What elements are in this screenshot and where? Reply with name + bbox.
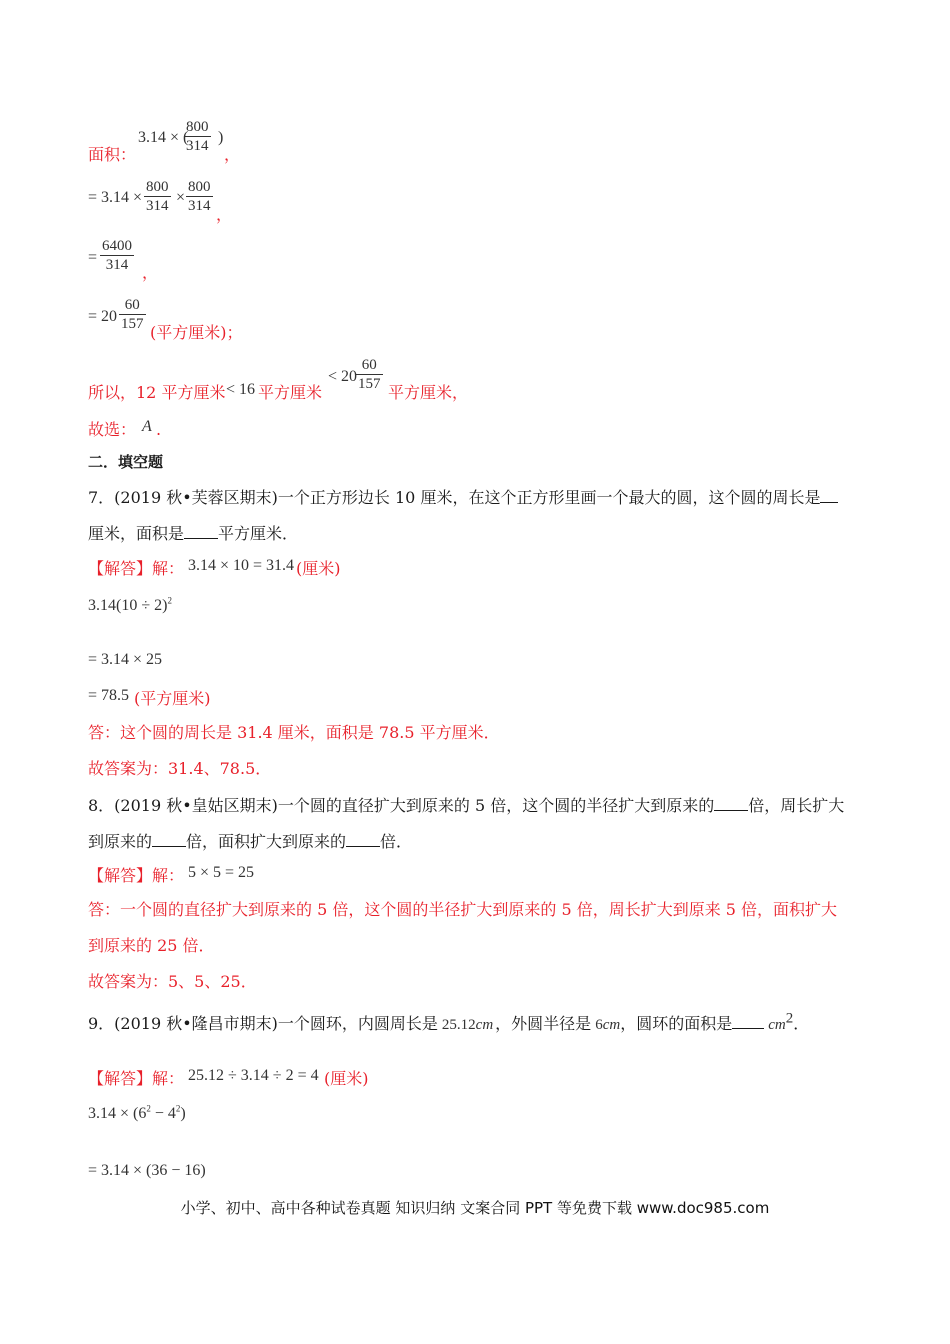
q9-text: 9．(2019 秋•隆昌市期末)一个圆环，内圆周长是 [88, 1014, 438, 1033]
q7-question-line2 [88, 522, 298, 544]
q7-eq4-unit: (平方厘米) [134, 689, 211, 708]
comma: ， [224, 145, 241, 164]
q8-solution-label: 【解答】解： [88, 866, 185, 885]
q8-text: 倍，面积扩大到原来的 [186, 832, 347, 851]
q8-question-line2 [88, 830, 412, 852]
exponent: 2 [146, 1103, 151, 1114]
q9-eq2-b: − 4 [150, 1105, 176, 1122]
comma: ， [142, 263, 159, 282]
q9-eq2-c: ) [180, 1105, 186, 1122]
q9-text: ，外圆半径是 [495, 1014, 592, 1033]
q8-answer-line2: 到原来的 25 倍． [88, 936, 215, 955]
q8-text: 倍，周长扩大 [748, 796, 845, 815]
q9-value-1: 25.12 [441, 1017, 476, 1033]
comma: ， [216, 205, 233, 224]
choice-label: 故选： [88, 420, 137, 439]
q7-eq4: = 78.5 [88, 687, 130, 704]
area-fraction-1 [184, 118, 211, 155]
fraction-denominator: 314 [146, 198, 169, 214]
area-expr-suffix: ) [218, 129, 224, 146]
fraction-numerator: 60 [119, 296, 146, 315]
fraction-denominator: 314 [188, 198, 211, 214]
fraction-denominator: 314 [186, 138, 209, 154]
area-fraction-3 [100, 237, 134, 274]
q8-final: 故答案为：5、5、25． [88, 972, 257, 991]
q8-text: 倍． [380, 832, 413, 851]
q7-answer: 答：这个圆的周长是 31.4 厘米，面积是 78.5 平方厘米． [88, 723, 500, 742]
area-label: 面积： [88, 145, 137, 164]
q9-value-2: 6 [595, 1017, 603, 1033]
area-step4-prefix: = 20 [88, 308, 118, 325]
q7-blank-1[interactable] [820, 486, 838, 503]
q9-solution-label: 【解答】解： [88, 1069, 185, 1088]
q7-solution-unit: (厘米) [296, 559, 341, 578]
area-step2-prefix: = 3.14 × [88, 189, 143, 206]
q8-solution-eq: 5 × 5 = 25 [188, 864, 255, 881]
q9-blank[interactable] [732, 1012, 764, 1029]
q9-question [88, 1012, 809, 1035]
exponent: 2 [167, 595, 172, 606]
area-fraction-2a [144, 178, 171, 215]
choice-value: A [142, 418, 152, 435]
exponent: 2 [785, 1010, 794, 1027]
exponent: 2 [175, 1103, 181, 1114]
fraction-denominator: 157 [121, 316, 144, 332]
less-than-20: < 20 [328, 368, 358, 385]
q8-text: 到原来的 [88, 832, 153, 851]
fraction-numerator: 6400 [102, 238, 132, 254]
q7-text: 平方厘米． [218, 524, 299, 543]
choice-end: . [156, 420, 162, 439]
q8-blank-3[interactable] [346, 830, 380, 847]
q7-eq2 [88, 596, 172, 616]
q9-unit-1: cm [475, 1017, 494, 1033]
q8-answer-line1: 答：一个圆的直径扩大到原来的 5 倍，这个圆的半径扩大到原来的 5 倍，周长扩大到原来 5 倍，面积扩大 [88, 900, 838, 919]
q9-eq3: = 3.14 × (36 − 16) [88, 1162, 206, 1179]
q8-text: 8．(2019 秋•皇姑区期末)一个圆的直径扩大到原来的 5 倍，这个圆的半径扩大到原来的 [88, 796, 715, 815]
area-fraction-2b [186, 178, 213, 215]
page-footer: 小学、初中、高中各种试卷真题 知识归纳 文案合同 PPT 等免费下载 www.doc985.com [180, 1199, 770, 1217]
fraction-denominator: 314 [105, 257, 129, 273]
q7-eq2-text: 3.14(10 ÷ 2) [88, 597, 168, 614]
q7-eq3: = 3.14 × 25 [88, 651, 163, 668]
q9-eq2-a: 3.14 × (6 [88, 1105, 147, 1122]
fraction-numerator: 800 [146, 179, 169, 195]
conclusion-part3: 平方厘米， [388, 383, 469, 402]
q9-unit-3: cm [768, 1017, 786, 1033]
fraction-numerator: 800 [188, 179, 211, 195]
area-step3-prefix: = [88, 249, 98, 266]
q9-unit-2: cm [602, 1017, 621, 1033]
q8-question-line1 [88, 794, 844, 816]
area-unit: (平方厘米)； [150, 323, 243, 342]
q8-blank-1[interactable] [714, 794, 748, 811]
q9-solution-unit: (厘米) [324, 1069, 369, 1088]
q7-solution-eq: 3.14 × 10 = 31.4 [188, 557, 295, 574]
fraction-numerator: 60 [356, 356, 383, 375]
area-expr-prefix: 3.14 × ( [138, 129, 189, 146]
q9-eq2 [88, 1104, 186, 1124]
q8-blank-2[interactable] [152, 830, 186, 847]
fraction-numerator: 800 [186, 119, 209, 135]
q7-text: 7．(2019 秋•芙蓉区期末)一个正方形边长 10 厘米，在这个正方形里画一个最大的圆，这个圆的周长是 [88, 488, 821, 507]
conclusion-part2: 平方厘米 [258, 383, 323, 402]
conclusion-fraction [356, 356, 383, 393]
q7-solution-label: 【解答】解： [88, 559, 185, 578]
less-than-16: < 16 [226, 381, 256, 398]
q7-blank-2[interactable] [184, 522, 218, 539]
conclusion-part1: 所以，12 平方厘米 [88, 383, 226, 402]
times-sign: × [176, 189, 186, 206]
q9-solution-eq: 25.12 ÷ 3.14 ÷ 2 = 4 [188, 1067, 319, 1084]
q7-text: 厘米，面积是 [88, 524, 185, 543]
q7-question-line1 [88, 486, 838, 508]
q9-text: ，圆环的面积是 [620, 1014, 733, 1033]
q9-text: ． [793, 1014, 810, 1033]
area-fraction-4 [119, 296, 146, 333]
q7-final: 故答案为：31.4、78.5． [88, 759, 272, 778]
section-heading: 二．填空题 [88, 453, 164, 471]
fraction-denominator: 157 [358, 376, 381, 392]
